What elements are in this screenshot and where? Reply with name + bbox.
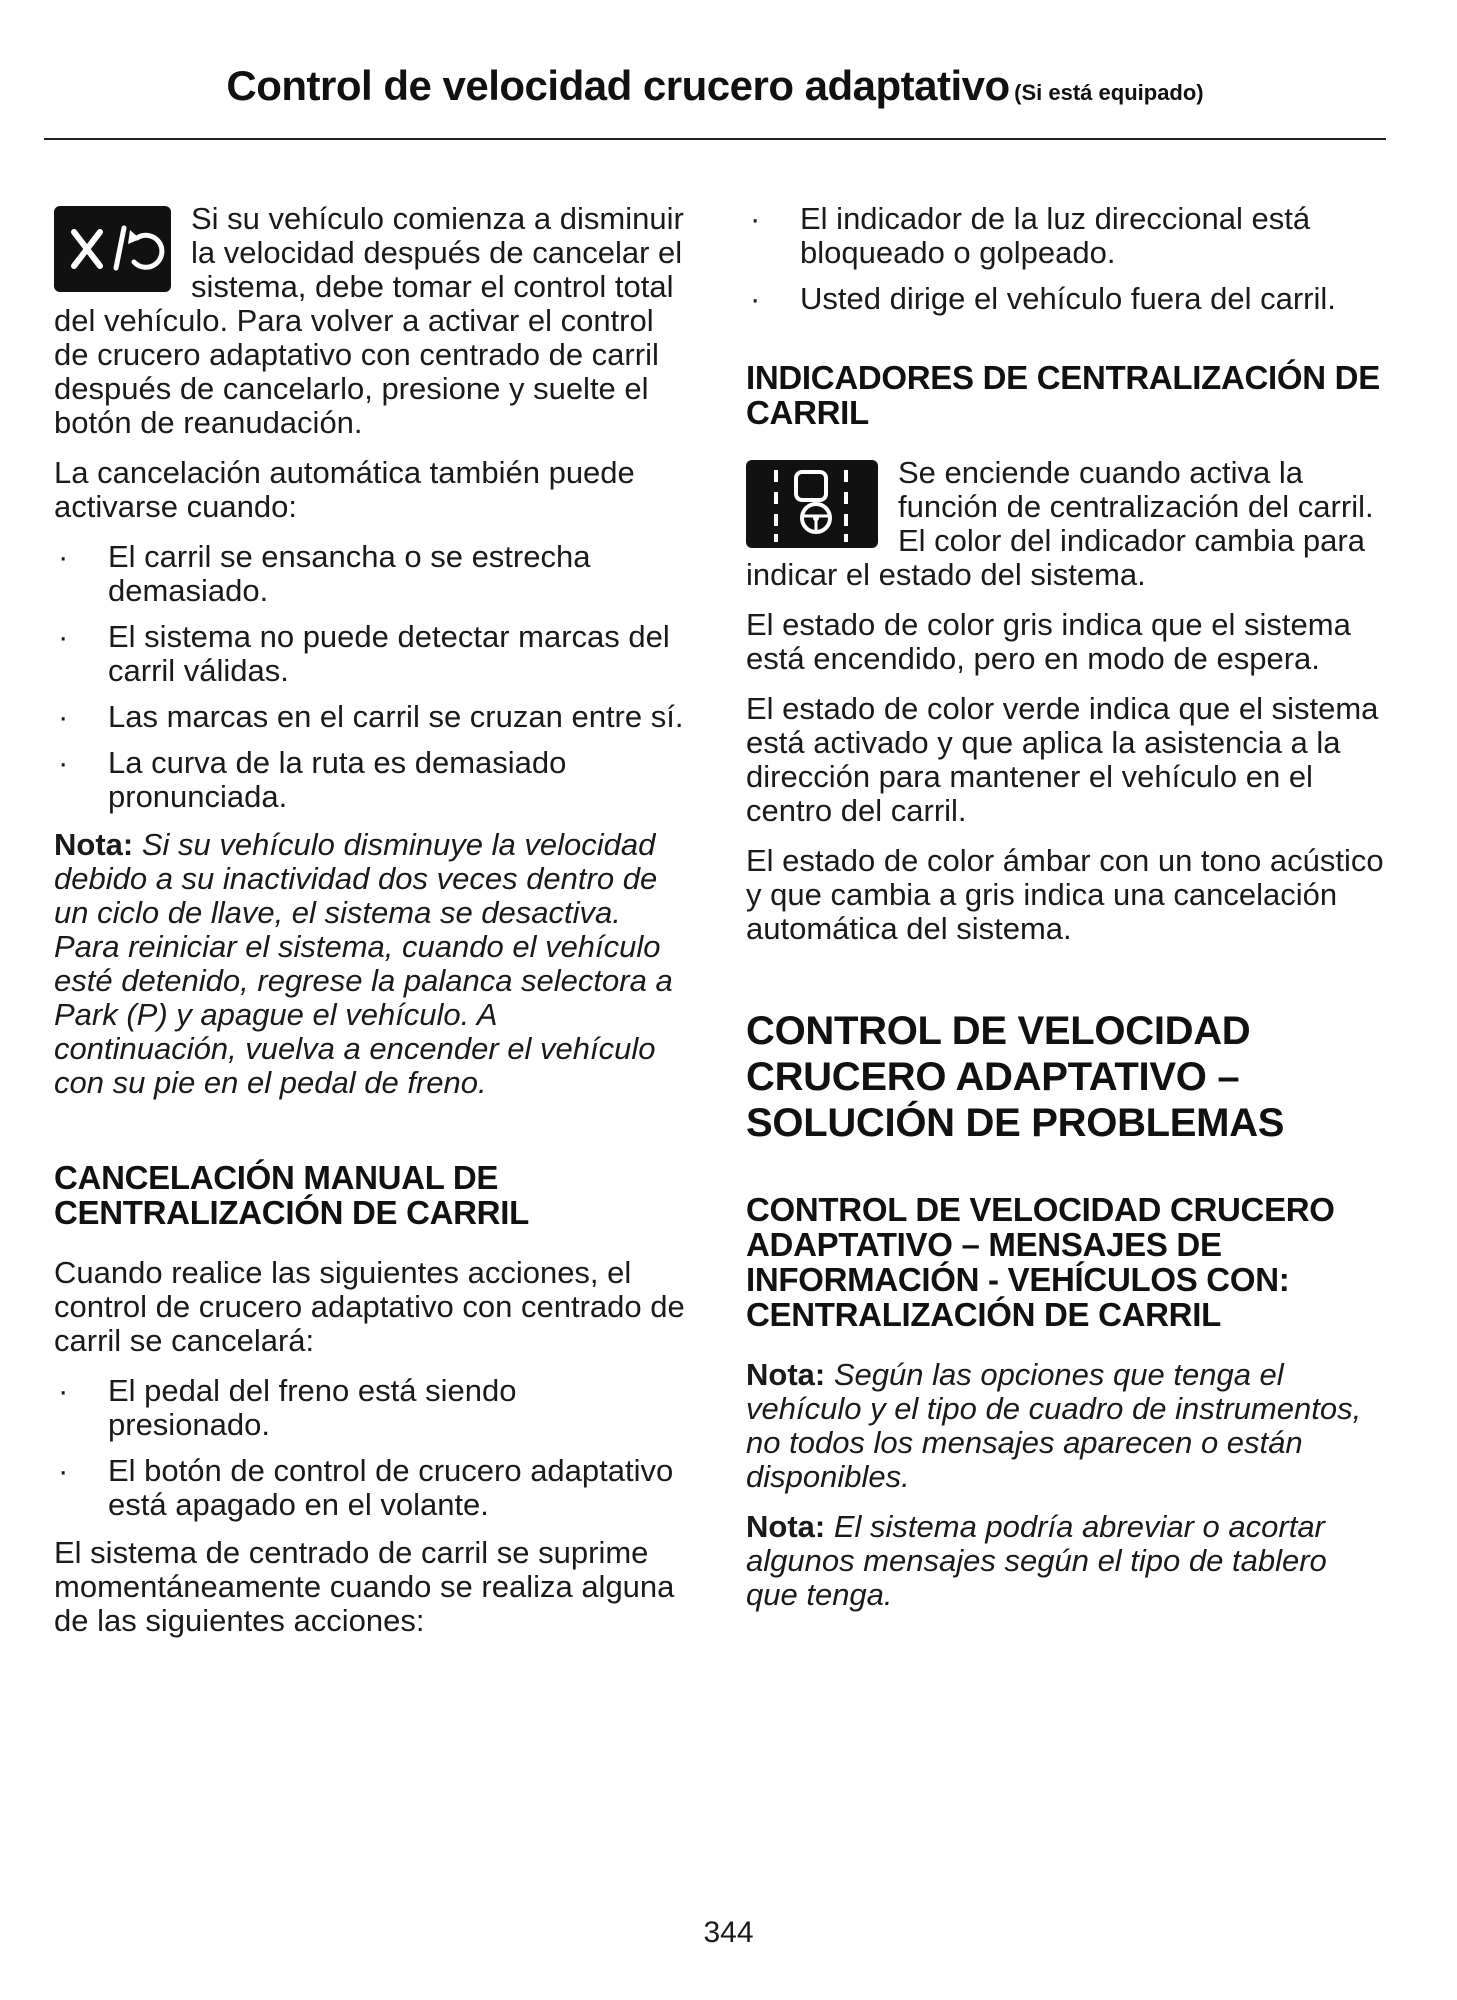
list-item: · La curva de la ruta es demasiado pronunciada. xyxy=(58,745,567,814)
intro-paragraph: Si su vehículo comienza a disminuir la velocidad después de cancelar el sistema, debe tomar el control total del vehículo. Para volver a activar el control de crucero adaptativo con centrado de carril después de cancelarlo, presione y suelte el botón de reanudación. xyxy=(54,201,684,440)
lane-centering-icon xyxy=(746,460,878,548)
list-item: · Usted dirige el vehículo fuera del carril. xyxy=(750,281,1336,316)
header-subtitle: (Si está equipado) xyxy=(1014,80,1204,105)
cancel-resume-icon xyxy=(54,206,171,292)
note-label: Nota: xyxy=(746,1357,826,1392)
suppress-paragraph: El sistema de centrado de carril se suprime momentáneamente cuando se realiza alguna de las siguientes acciones: xyxy=(54,1535,675,1638)
indicator-block xyxy=(746,456,1386,592)
amber-state-paragraph: El estado de color ámbar con un tono acústico y que cambia a gris indica una cancelación automática del sistema. xyxy=(746,843,1384,946)
note-paragraph xyxy=(746,1358,1386,1494)
page-number: 344 xyxy=(703,1916,754,1949)
troubleshooting-heading: CONTROL DE VELOCIDAD CRUCERO ADAPTATIVO – SOLUCIÓN DE PROBLEMAS xyxy=(746,1009,1285,1145)
information-messages-heading: CONTROL DE VELOCIDAD CRUCERO ADAPTATIVO – MENSAJES DE INFORMACIÓN - VEHÍCULOS CON: CENTRALIZACIÓN DE CARRIL xyxy=(746,1191,1335,1333)
note-label: Nota: xyxy=(54,827,134,862)
indicators-heading: INDICADORES DE CENTRALIZACIÓN DE CARRIL xyxy=(746,359,1380,431)
auto-cancel-paragraph: La cancelación automática también puede activarse cuando: xyxy=(54,455,635,524)
suppress-list xyxy=(746,202,1386,316)
note-label: Nota: xyxy=(746,1509,826,1544)
note-text: El sistema podría abreviar o acortar algunos mensajes según el tipo de tablero que tenga. xyxy=(746,1509,1327,1612)
page-header xyxy=(44,62,1386,140)
header-title: Control de velocidad crucero adaptativo xyxy=(226,62,1010,109)
green-state-paragraph: El estado de color verde indica que el sistema está activado y que aplica la asistencia a la dirección para mantener el vehículo en el centro del carril. xyxy=(746,691,1379,828)
gray-state-paragraph: El estado de color gris indica que el sistema está encendido, pero en modo de espera. xyxy=(746,607,1351,676)
manual-cancel-list xyxy=(54,1374,686,1522)
right-column xyxy=(746,202,1386,1628)
left-column xyxy=(54,202,686,1654)
list-item: · Las marcas en el carril se cruzan entre sí. xyxy=(58,699,684,734)
note-text: Si su vehículo disminuye la velocidad debido a su inactividad dos veces dentro de un ciclo de llave, el sistema se desactiva. Para reiniciar el sistema, cuando el vehículo esté detenido, regrese la palanca selectora a Park (P) y apague el vehículo. A continuación, vuelva a encender el vehículo con su pie en el pedal de freno. xyxy=(54,827,673,1100)
note-paragraph xyxy=(746,1510,1386,1612)
intro-block xyxy=(54,202,686,440)
manual-cancel-heading: CANCELACIÓN MANUAL DE CENTRALIZACIÓN DE CARRIL xyxy=(54,1159,529,1231)
manual-intro-paragraph: Cuando realice las siguientes acciones, el control de crucero adaptativo con centrado de carril se cancelará: xyxy=(54,1255,685,1358)
note-paragraph xyxy=(54,828,686,1100)
auto-cancel-list xyxy=(54,540,686,814)
list-item: · El carril se ensancha o se estrecha demasiado. xyxy=(58,539,591,608)
list-item: · El indicador de la luz direccional está bloqueado o golpeado. xyxy=(750,201,1311,270)
indicator-paragraph: Se enciende cuando activa la función de centralización del carril. El color del indicador cambia para indicar el estado del sistema. xyxy=(746,455,1374,592)
note-text: Según las opciones que tenga el vehículo y el tipo de cuadro de instrumentos, no todos los mensajes aparecen o están disponibles. xyxy=(746,1357,1362,1494)
list-item: · El pedal del freno está siendo presionado. xyxy=(58,1373,517,1442)
list-item: · El sistema no puede detectar marcas del carril válidas. xyxy=(58,619,670,688)
list-item: · El botón de control de crucero adaptativo está apagado en el volante. xyxy=(58,1453,674,1522)
